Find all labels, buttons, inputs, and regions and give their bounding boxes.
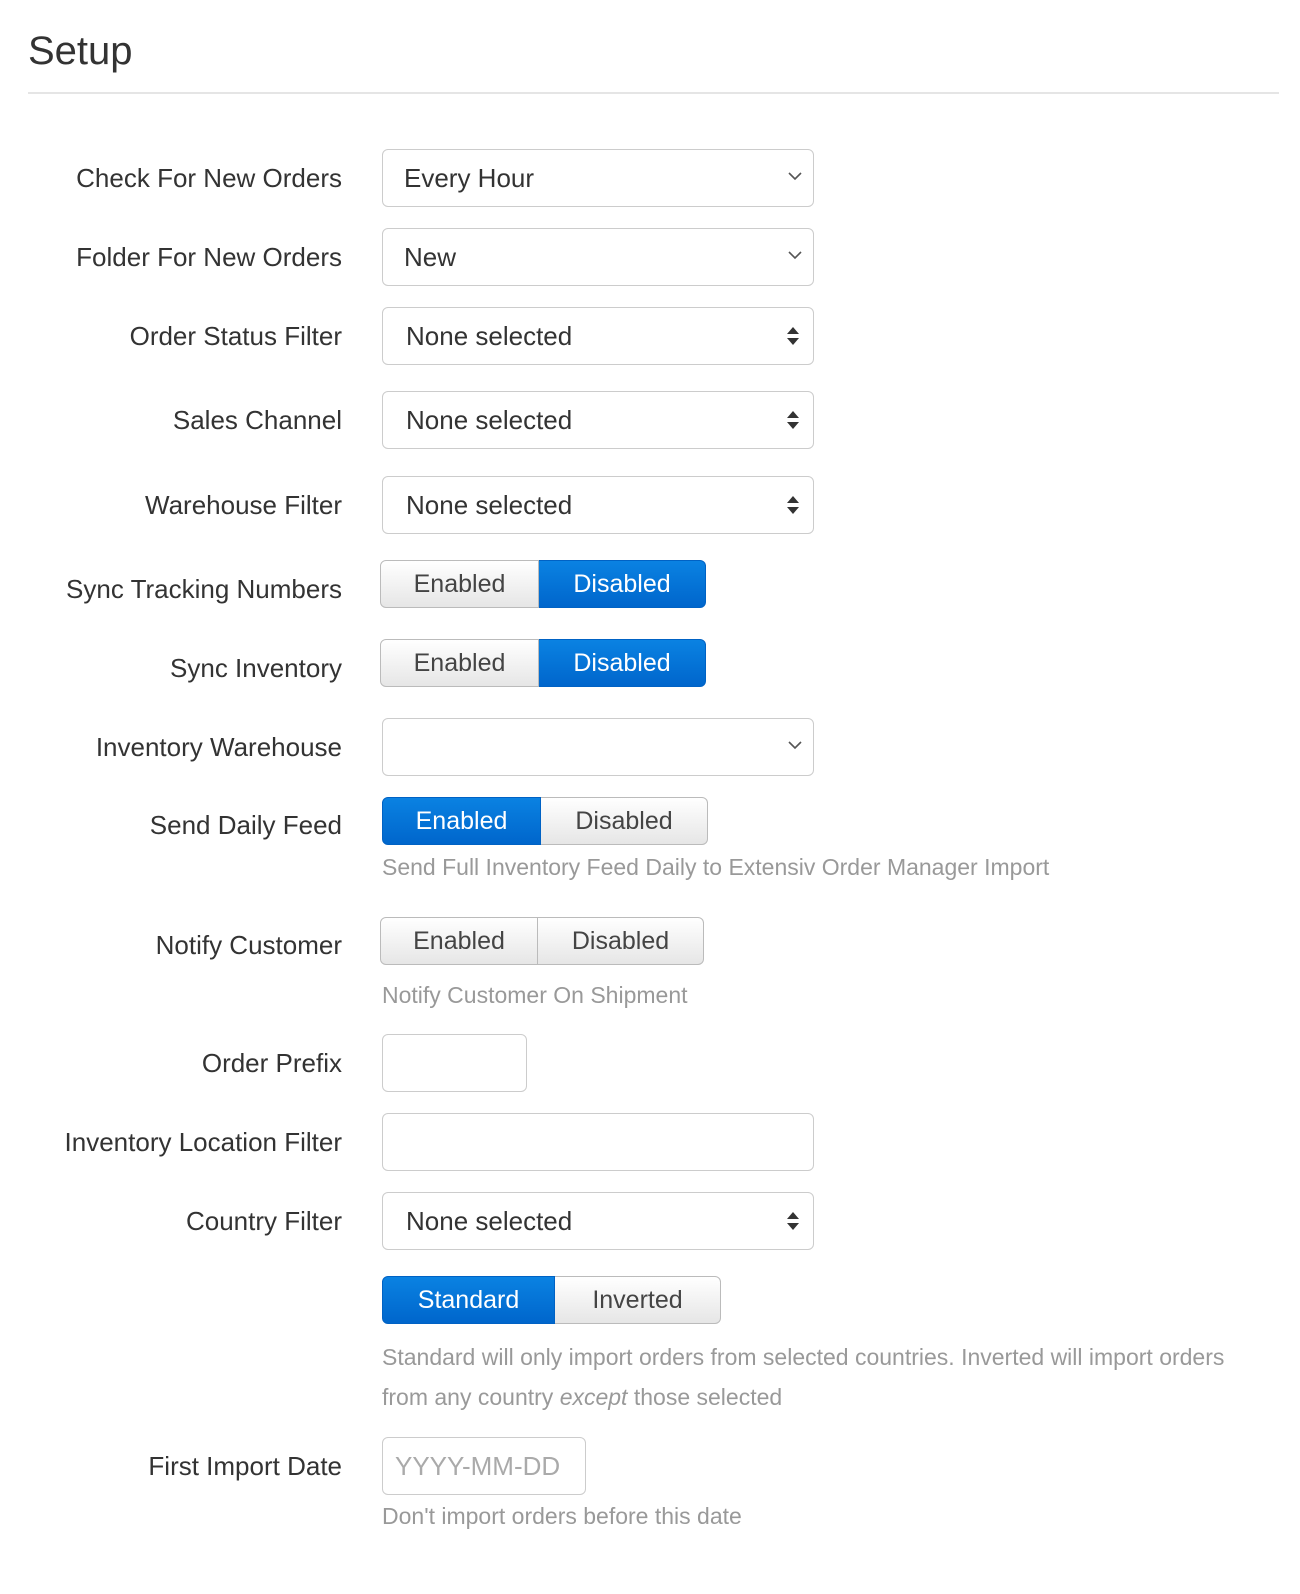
sync-inventory-enabled-button[interactable]: Enabled: [380, 639, 539, 687]
send-daily-feed-help: Send Full Inventory Feed Daily to Extensiv Order Manager Import: [382, 854, 1050, 880]
chevron-down-icon: [787, 737, 803, 753]
sales-channel-value: None selected: [406, 405, 573, 435]
check-orders-label: Check For New Orders: [76, 163, 342, 193]
country-filter-inverted-button[interactable]: Inverted: [555, 1276, 721, 1324]
inventory-warehouse-label: Inventory Warehouse: [95, 732, 342, 762]
first-import-date-label: First Import Date: [148, 1451, 342, 1481]
notify-customer-enabled-button[interactable]: Enabled: [380, 917, 538, 965]
sales-channel-multiselect[interactable]: [382, 391, 814, 449]
send-daily-feed-toggle: [382, 797, 708, 845]
country-filter-help-line1: Standard will only import orders from selected countries. Inverted will import orders: [382, 1344, 1225, 1370]
inventory-location-filter-label: Inventory Location Filter: [64, 1127, 342, 1157]
sync-inventory-disabled-button[interactable]: Disabled: [539, 639, 706, 687]
first-import-date-input[interactable]: [383, 1438, 585, 1494]
order-status-value: None selected: [406, 321, 573, 351]
sync-tracking-label: Sync Tracking Numbers: [66, 574, 342, 604]
country-filter-multiselect[interactable]: [382, 1192, 814, 1250]
send-daily-feed-enabled-button[interactable]: Enabled: [382, 797, 541, 845]
check-orders-value: Every Hour: [404, 163, 535, 193]
title-divider: [28, 92, 1279, 94]
country-filter-value: None selected: [406, 1206, 573, 1236]
send-daily-feed-label: Send Daily Feed: [149, 810, 342, 840]
sales-channel-label: Sales Channel: [172, 405, 342, 435]
notify-customer-label: Notify Customer: [155, 930, 342, 960]
country-filter-help-line2: [382, 1377, 782, 1417]
folder-orders-value: New: [404, 242, 457, 272]
country-filter-help-emphasis: except: [559, 1384, 628, 1410]
sync-inventory-label: Sync Inventory: [170, 653, 342, 683]
country-filter-help-prefix: from any country: [382, 1384, 560, 1410]
inventory-warehouse-select[interactable]: [382, 718, 814, 776]
first-import-date-help: Don't import orders before this date: [382, 1503, 742, 1529]
notify-customer-help: Notify Customer On Shipment: [382, 982, 688, 1008]
page-title: Setup: [28, 29, 133, 73]
country-filter-mode-toggle: [382, 1276, 721, 1324]
sync-tracking-disabled-button[interactable]: Disabled: [539, 560, 706, 608]
country-filter-label: Country Filter: [185, 1206, 342, 1236]
order-status-label: Order Status Filter: [129, 321, 342, 351]
sort-arrows-icon: [785, 408, 801, 432]
country-filter-help-suffix: those selected: [627, 1384, 783, 1410]
sort-arrows-icon: [785, 1209, 801, 1233]
warehouse-filter-label: Warehouse Filter: [145, 490, 342, 520]
warehouse-filter-value: None selected: [406, 490, 573, 520]
sync-inventory-toggle: [380, 639, 706, 687]
warehouse-filter-multiselect[interactable]: [382, 476, 814, 534]
sync-tracking-toggle: [380, 560, 706, 608]
order-prefix-input[interactable]: [383, 1035, 526, 1091]
notify-customer-toggle: [380, 917, 704, 965]
folder-orders-select[interactable]: [382, 228, 814, 286]
order-prefix-field[interactable]: [382, 1034, 527, 1092]
order-prefix-label: Order Prefix: [201, 1048, 342, 1078]
sort-arrows-icon: [785, 493, 801, 517]
inventory-location-filter-field[interactable]: [382, 1113, 814, 1171]
send-daily-feed-disabled-button[interactable]: Disabled: [541, 797, 708, 845]
order-status-multiselect[interactable]: [382, 307, 814, 365]
sort-arrows-icon: [785, 324, 801, 348]
chevron-down-icon: [787, 168, 803, 184]
sync-tracking-enabled-button[interactable]: Enabled: [380, 560, 539, 608]
country-filter-standard-button[interactable]: Standard: [382, 1276, 555, 1324]
notify-customer-disabled-button[interactable]: Disabled: [538, 917, 704, 965]
check-orders-select[interactable]: [382, 149, 814, 207]
inventory-location-filter-input[interactable]: [383, 1114, 813, 1170]
first-import-date-field[interactable]: [382, 1437, 586, 1495]
folder-orders-label: Folder For New Orders: [76, 242, 342, 272]
chevron-down-icon: [787, 247, 803, 263]
